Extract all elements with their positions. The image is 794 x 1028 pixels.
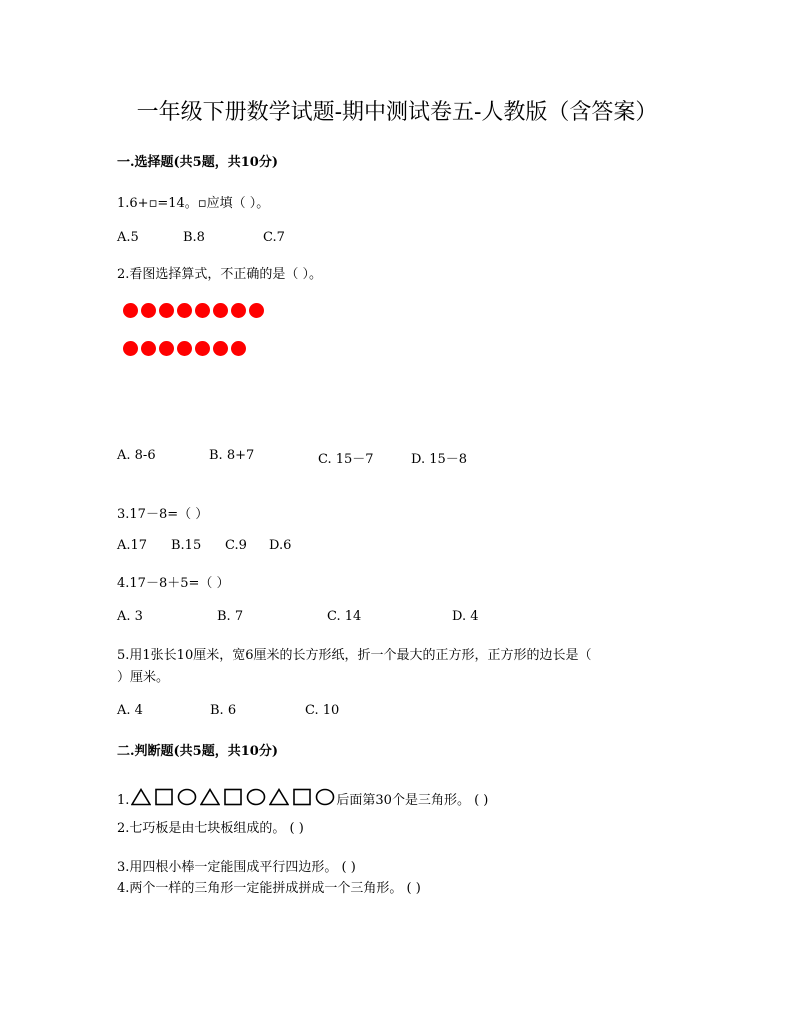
red-dot	[123, 303, 138, 318]
q5-option-a: A. 4	[117, 703, 143, 718]
red-dot	[195, 341, 210, 356]
square-icon	[154, 788, 174, 806]
square-icon	[223, 788, 243, 806]
q3-option-b: B.15	[171, 538, 202, 553]
q3-option-a: A.17	[117, 538, 148, 553]
q5-option-b: B. 6	[210, 703, 237, 718]
judge-question-2: 2.七巧板是由七块板组成的。 ( )	[117, 821, 304, 836]
red-dot	[159, 341, 174, 356]
red-dot	[123, 341, 138, 356]
question-5-line-1: 5.用1张长10厘米，宽6厘米的长方形纸，折一个最大的正方形，正方形的边长是（	[117, 648, 592, 663]
question-2: 2.看图选择算式，不正确的是（ ）。	[117, 267, 323, 282]
triangle-icon	[131, 788, 151, 806]
q1-option-a: A.5	[117, 230, 139, 245]
red-dot	[141, 303, 156, 318]
square-icon	[292, 788, 312, 806]
question-5-line-2: ）厘米。	[117, 670, 170, 685]
question-4: 4.17－8＋5=（ ）	[117, 576, 230, 591]
q5-option-c: C. 10	[305, 703, 340, 718]
q4-option-d: D. 4	[452, 609, 479, 624]
red-dot	[249, 303, 264, 318]
q1-option-c: C.7	[263, 230, 285, 245]
red-dot	[231, 341, 246, 356]
page-title: 一年级下册数学试题-期中测试卷五-人教版（含答案）	[136, 100, 658, 125]
red-dot	[141, 341, 156, 356]
q2-option-b: B. 8+7	[209, 448, 255, 463]
red-dot	[177, 341, 192, 356]
q1-option-b: B.8	[183, 230, 205, 245]
section-heading-judge: 二.判断题(共5题，共10分)	[117, 744, 278, 759]
q4-option-c: C. 14	[327, 609, 362, 624]
question-3: 3.17－8=（ ）	[117, 507, 209, 522]
question-1: 1.6+▫=14。▫应填（ ）。	[117, 196, 270, 211]
q2-option-a: A. 8-6	[117, 448, 156, 463]
triangle-icon	[200, 788, 220, 806]
red-dot	[213, 303, 228, 318]
red-dot	[213, 341, 228, 356]
red-dot	[195, 303, 210, 318]
shape-sequence	[131, 788, 335, 806]
circle-icon	[315, 788, 335, 806]
red-dot	[177, 303, 192, 318]
red-dot	[231, 303, 246, 318]
circle-icon	[246, 788, 266, 806]
q2-option-c: C. 15－7	[318, 452, 374, 467]
dot-row-2	[123, 341, 246, 356]
q4-option-b: B. 7	[217, 609, 244, 624]
dot-row-1	[123, 303, 264, 318]
judge-question-4: 4.两个一样的三角形一定能拼成拼成一个三角形。 ( )	[117, 881, 421, 896]
section-heading-choice: 一.选择题(共5题，共10分)	[117, 155, 278, 170]
red-dot	[159, 303, 174, 318]
judge-question-1	[117, 788, 488, 808]
q2-option-d: D. 15－8	[411, 452, 468, 467]
circle-icon	[177, 788, 197, 806]
q3-option-d: D.6	[269, 538, 292, 553]
judge-question-3: 3.用四根小棒一定能围成平行四边形。 ( )	[117, 860, 356, 875]
judge-q1-prefix: 1.	[117, 793, 130, 808]
q3-option-c: C.9	[225, 538, 247, 553]
judge-q1-suffix: 后面第30个是三角形。 ( )	[336, 793, 489, 808]
q4-option-a: A. 3	[117, 609, 143, 624]
triangle-icon	[269, 788, 289, 806]
